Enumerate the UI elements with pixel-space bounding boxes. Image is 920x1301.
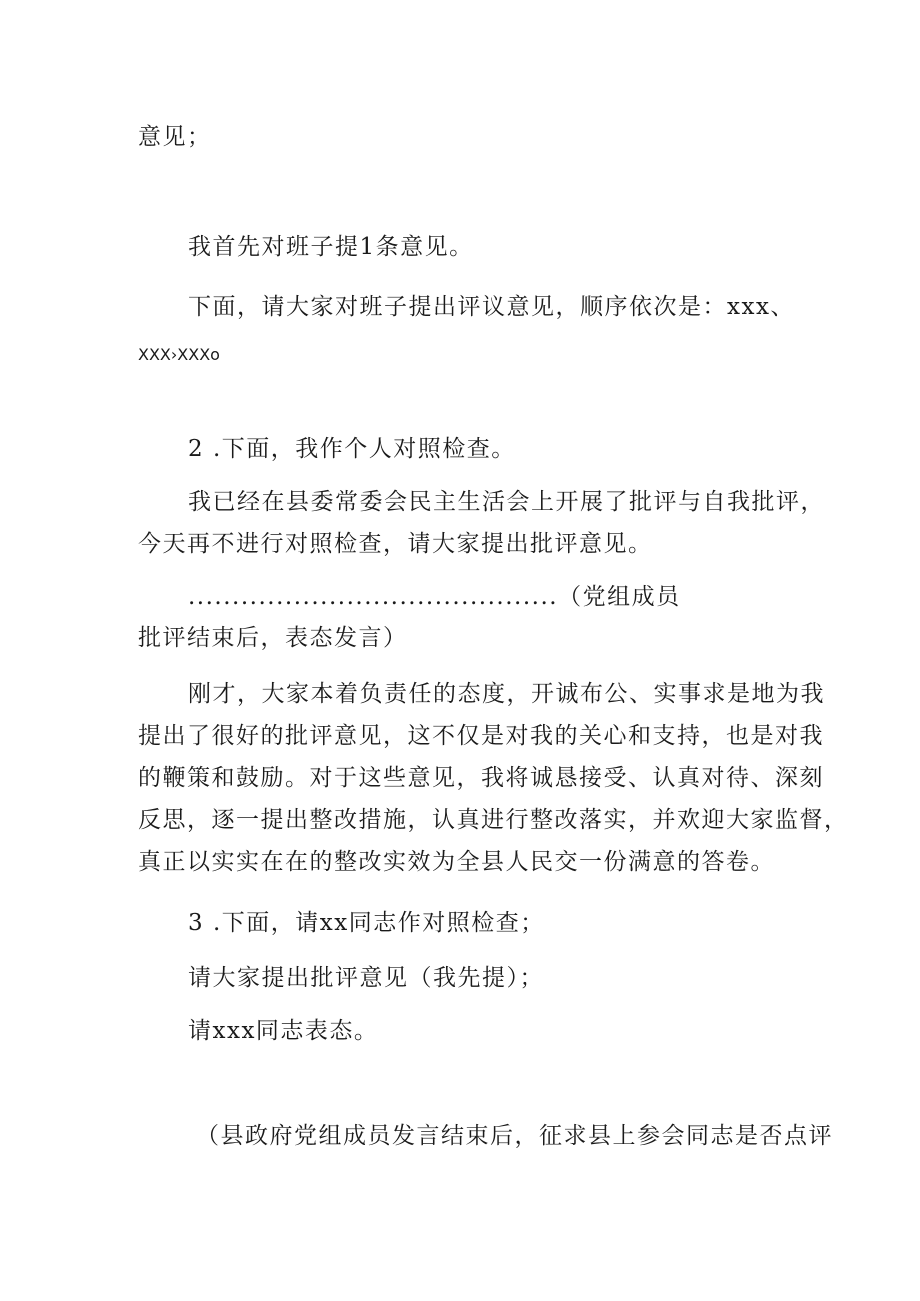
text-line: 请大家提出批评意见（我先提）； — [188, 965, 544, 991]
text-line: 意见； — [138, 124, 212, 150]
text-line: 的鞭策和鼓励。对于这些意见，我将诚恳接受、认真对待、深刻 — [138, 765, 824, 791]
text-line: 批评结束后，表态发言） — [138, 625, 408, 651]
text-line: 2 .下面，我作个人对照检查。 — [188, 436, 516, 462]
text-line: 提出了很好的批评意见，这不仅是对我的关心和支持，也是对我 — [138, 723, 824, 749]
text-line: XXX›XXXo — [138, 345, 220, 364]
text-line: 刚才，大家本着负责任的态度，开诚布公、实事求是地为我 — [188, 681, 825, 707]
text-line: 我已经在县委常委会民主生活会上开展了批评与自我批评， — [188, 489, 825, 515]
text-line: 我首先对班子提1条意见。 — [188, 234, 474, 260]
text-line: （县政府党组成员发言结束后，征求县上参会同志是否点评 — [196, 1123, 833, 1149]
text-line: 反思，逐一提出整改措施，认真进行整改落实，并欢迎大家监督， — [138, 807, 849, 833]
text-line: 3 .下面，请xx同志作对照检查； — [188, 910, 545, 936]
text-line: 下面，请大家对班子提出评议意见，顺序依次是：xxx、 — [188, 294, 795, 320]
text-line: 真正以实实在在的整改实效为全县人民交一份满意的答卷。 — [138, 849, 775, 875]
text-line: ..........................................（党组成员 — [188, 584, 681, 610]
text-line: 请xxx同志表态。 — [188, 1018, 379, 1044]
text-line: 今天再不进行对照检查，请大家提出批评意见。 — [138, 531, 653, 557]
